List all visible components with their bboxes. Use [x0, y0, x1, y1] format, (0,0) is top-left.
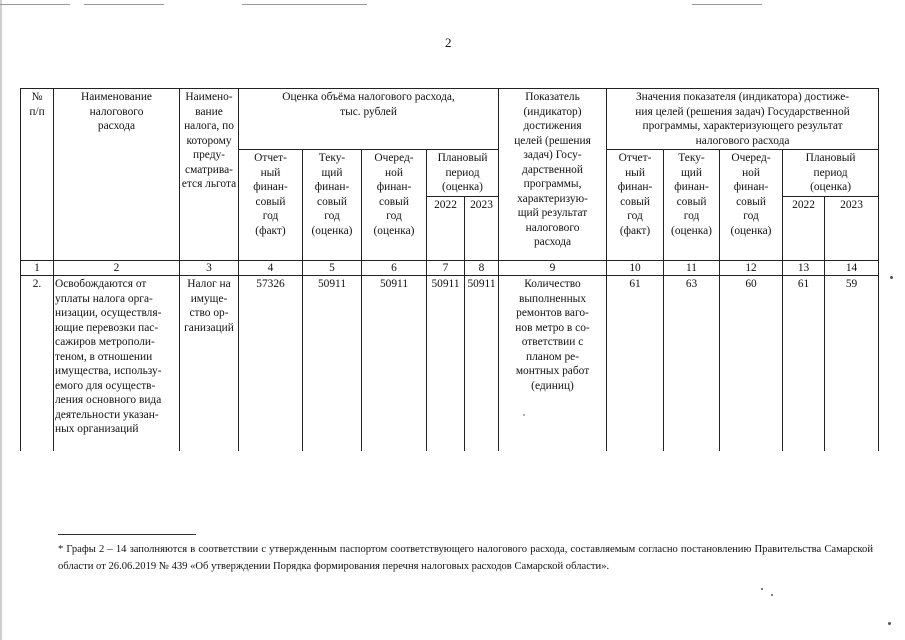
header-year-2023-values: 2023: [825, 196, 879, 260]
header-plan-text: Плановый период (оценка): [437, 152, 488, 193]
row-number: 2.: [21, 276, 54, 451]
header-report-year: [239, 150, 303, 261]
column-numbers-row: [21, 260, 879, 276]
value-2022: 50911: [427, 276, 465, 451]
tax-expense-name-text: Освобождаются от уплаты налога орга- низации, осуществля- ющие перевозки пас- сажиров метрополи- теном, в отношении имущества, использу- емого для осуществ- ления основного вида деятельности указан- ных организаций: [55, 278, 162, 435]
indicator-name: [499, 276, 607, 451]
column-number: 10: [607, 260, 664, 276]
header-next-values-text: Очеред- ной финан- совый год (оценка): [730, 152, 772, 237]
value-current-year: 50911: [303, 276, 362, 451]
header-next-year-values: [720, 150, 783, 261]
column-number: 2: [54, 260, 180, 276]
header-report-values-text: Отчет- ный финан- совый год (факт): [617, 152, 653, 237]
header-indicator-text: Показатель (индикатор) достижения целей (решения задач) Госу- дарственной программы, характеризую- щий результат налогового расхода: [514, 91, 591, 248]
indicator-2023: 59: [825, 276, 879, 451]
column-number: 6: [362, 260, 427, 276]
scan-top-line: [84, 4, 164, 5]
header-year-2022-values: 2022: [783, 196, 825, 260]
scan-top-line: [692, 4, 762, 5]
footnote: * Графы 2 – 14 заполняются в соответствии с утвержденным паспортом соответствующего налогового расхода, составляемым согласно постановлению Правительства Самарской области от 26.06.2019 № 439 «Об утверждении Порядка формирования перечня налоговых расходов Самарской области».: [58, 544, 873, 572]
column-number: 8: [465, 260, 499, 276]
header-current-values-text: Теку- щий финан- совый год (оценка): [671, 152, 712, 237]
indicator-current-year: 63: [664, 276, 720, 451]
tax-expense-table: [20, 88, 879, 451]
header-tax-text: Наимено- вание налога, по которому преду- сматрива- ется льгота: [181, 91, 237, 190]
footnote-separator: [58, 534, 196, 535]
column-number: 14: [825, 260, 879, 276]
header-row-1: [21, 89, 879, 150]
value-2023: 50911: [465, 276, 499, 451]
header-plan-period-values: [783, 150, 879, 197]
header-year-2022: 2022: [427, 196, 465, 260]
scan-speck: [761, 588, 763, 590]
header-current-year: [303, 150, 362, 261]
indicator-2022: 61: [783, 276, 825, 451]
column-number: 7: [427, 260, 465, 276]
header-current-year-values: [664, 150, 720, 261]
indicator-next-year: 60: [720, 276, 783, 451]
column-number: 11: [664, 260, 720, 276]
scan-speck: [890, 276, 893, 279]
header-plan-period: [427, 150, 499, 197]
value-report-year: 57326: [239, 276, 303, 451]
tax-name-text: Налог на имуще- ство ор- ганизаций: [184, 278, 234, 334]
page-number: 2: [445, 35, 452, 50]
column-number: 4: [239, 260, 303, 276]
scan-speck: [771, 594, 773, 596]
header-estimate-text: Оценка объёма налогового расхода, тыс. рублей: [282, 91, 455, 118]
column-number: 5: [303, 260, 362, 276]
column-number: 3: [180, 260, 239, 276]
table-row: [21, 276, 879, 451]
column-number: 9: [499, 260, 607, 276]
scan-top-line: [242, 4, 367, 5]
header-report-text: Отчет- ный финан- совый год (факт): [253, 152, 288, 237]
scan-left-edge: [0, 0, 2, 640]
scan-speck: [888, 622, 891, 625]
header-plan-values-text: Плановый период (оценка): [805, 152, 856, 193]
header-estimate: [239, 89, 499, 150]
tax-name: [180, 276, 239, 451]
header-report-year-values: [607, 150, 664, 261]
indicator-name-text: Количество выполненных ремонтов ваго- нов метро в со- ответствии с планом ре- монтных работ (единиц): [515, 278, 590, 392]
header-next-text: Очеред- ной финан- совый год (оценка): [373, 152, 415, 237]
header-indicator: [499, 89, 607, 261]
tax-expense-name: [54, 276, 180, 451]
header-values-text: Значения показателя (индикатора) достиже- ния целей (решения задач) Государственной программы, характеризующего результат налогового расхода: [635, 91, 850, 147]
header-current-text: Теку- щий финан- совый год (оценка): [311, 152, 353, 237]
value-next-year: 50911: [362, 276, 427, 451]
column-number: 13: [783, 260, 825, 276]
header-year-2023: 2023: [465, 196, 499, 260]
header-number: [21, 89, 54, 261]
column-number: 1: [21, 260, 54, 276]
scan-speck: [523, 414, 525, 416]
scan-top-line: [0, 4, 70, 5]
header-indicator-values: [607, 89, 879, 150]
column-number: 12: [720, 260, 783, 276]
header-number-text: № п/п: [29, 91, 45, 118]
header-tax-expense-name: [54, 89, 180, 261]
header-next-year: [362, 150, 427, 261]
indicator-report-year: 61: [607, 276, 664, 451]
header-name-text: Наименование налогового расхода: [81, 91, 152, 132]
header-tax-name: [180, 89, 239, 261]
